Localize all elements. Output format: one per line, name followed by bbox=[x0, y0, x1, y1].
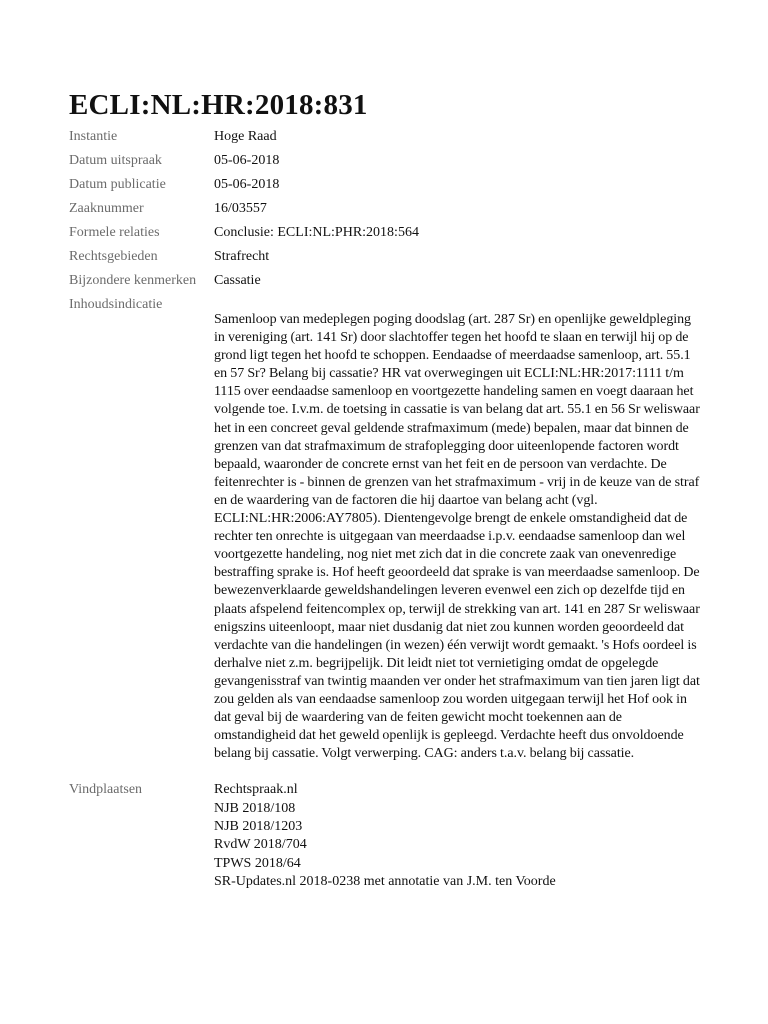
sources-list bbox=[214, 781, 556, 891]
summary-section bbox=[69, 293, 709, 763]
source-item: Rechtspraak.nl bbox=[214, 782, 298, 798]
meta-value: 16/03557 bbox=[214, 201, 267, 216]
meta-row-rechtsgebieden bbox=[69, 245, 709, 269]
source-item: NJB 2018/108 bbox=[214, 800, 296, 816]
sources-section bbox=[69, 781, 709, 891]
meta-value: 05-06-2018 bbox=[214, 177, 280, 192]
meta-label: Rechtsgebieden bbox=[69, 249, 158, 264]
meta-row-zaaknummer bbox=[69, 197, 709, 221]
source-item: RvdW 2018/704 bbox=[214, 837, 307, 853]
meta-label: Formele relaties bbox=[69, 225, 160, 240]
meta-label: Zaaknummer bbox=[69, 201, 144, 216]
meta-label: Datum uitspraak bbox=[69, 153, 162, 168]
meta-value: Hoge Raad bbox=[214, 129, 277, 144]
document-page bbox=[69, 88, 709, 891]
source-item: SR-Updates.nl 2018-0238 met annotatie van J.M. ten Voorde bbox=[214, 873, 556, 889]
conclusie-link[interactable]: Conclusie: ECLI:NL:PHR:2018:564 bbox=[214, 225, 419, 240]
summary-text: Samenloop van medeplegen poging doodslag (art. 287 Sr) en openlijke geweldpleging in vereniging (art. 141 Sr) door slachtoffer tegen het hoofd te slaan en terwijl hij op de grond ligt tegen het hoofd te schoppen. Eendaadse of meerdaadse samenloop, art. 55.1 en 57 Sr? Belang bij cassatie? HR vat overwegingen uit ECLI:NL:HR:2017:1111 t/m 1115 over eendaadse samenloop en voortgezette handeling samen en voegt daaraan het volgende toe. I.v.m. de toetsing in cassatie is van belang dat art. 55.1 en 56 Sr weliswaar het in een concreet geval geldende strafmaximum (mede) bepalen, maar dat binnen de grenzen van dat strafmaximum de strafoplegging door uiteenlopende factoren wordt bepaald, waaronder de concrete ernst van het feit en de persoon van verdachte. De feitenrechter is - binnen de grenzen van het strafmaximum - vrij in de keuze van de straf en de waardering van de factoren die hij daartoe van belang acht (vgl. ECLI:NL:HR:2006:AY7805). Dientengevolge brengt de enkele omstandigheid dat de rechter ten onrechte is uitgegaan van meerdaadse i.p.v. eendaadse samenloop dan wel voortgezette handeling, nog niet met zich dat in die concrete zaak van onevenredige bestraffing sprake is. Hof heeft geoordeeld dat sprake is van meerdaadse samenloop. De bewezenverklaarde geweldshandelingen leveren evenwel een zich op dezelfde tijd en plaats afspelend feitencomplex op, terwijl de strekking van art. 141 en 287 Sr weliswaar enigszins uiteenloopt, maar niet dusdanig dat niet zou kunnen worden geoordeeld dat verdachte van die handelingen (in wezen) één verwijt wordt gemaakt. 's Hofs oordeel is derhalve niet z.m. begrijpelijk. Dit leidt niet tot vernietiging omdat de opgelegde gevangenisstraf van twintig maanden ver onder het strafmaximum van tien jaren ligt dat zou gelden als van eendaadse samenloop zou worden uitgegaan terwijl het Hof ook in dat geval bij de waardering van de feiten gewicht mocht toekennen aan de omstandigheid dat het geweld openlijk is gepleegd. Verdachte heeft dus onvoldoende belang bij cassatie. Volgt verwerping. CAG: anders t.a.v. belang bij cassatie. bbox=[214, 312, 700, 762]
meta-row-datum-publicatie bbox=[69, 173, 709, 197]
sources-label: Vindplaatsen bbox=[69, 782, 143, 798]
source-item: TPWS 2018/64 bbox=[214, 855, 301, 871]
meta-label: Instantie bbox=[69, 129, 118, 144]
meta-row-bijzondere-kenmerken bbox=[69, 269, 709, 293]
meta-value: 05-06-2018 bbox=[214, 153, 280, 168]
meta-value: Cassatie bbox=[214, 273, 261, 288]
source-item: NJB 2018/1203 bbox=[214, 818, 303, 834]
summary-label: Inhoudsindicatie bbox=[69, 297, 163, 312]
meta-label: Datum publicatie bbox=[69, 177, 166, 192]
meta-row-datum-uitspraak bbox=[69, 149, 709, 173]
meta-row-instantie bbox=[69, 125, 709, 149]
meta-label: Bijzondere kenmerken bbox=[69, 273, 197, 288]
meta-value: Strafrecht bbox=[214, 249, 270, 264]
document-title: ECLI:NL:HR:2018:831 bbox=[69, 89, 368, 121]
meta-row-formele-relaties bbox=[69, 221, 709, 245]
